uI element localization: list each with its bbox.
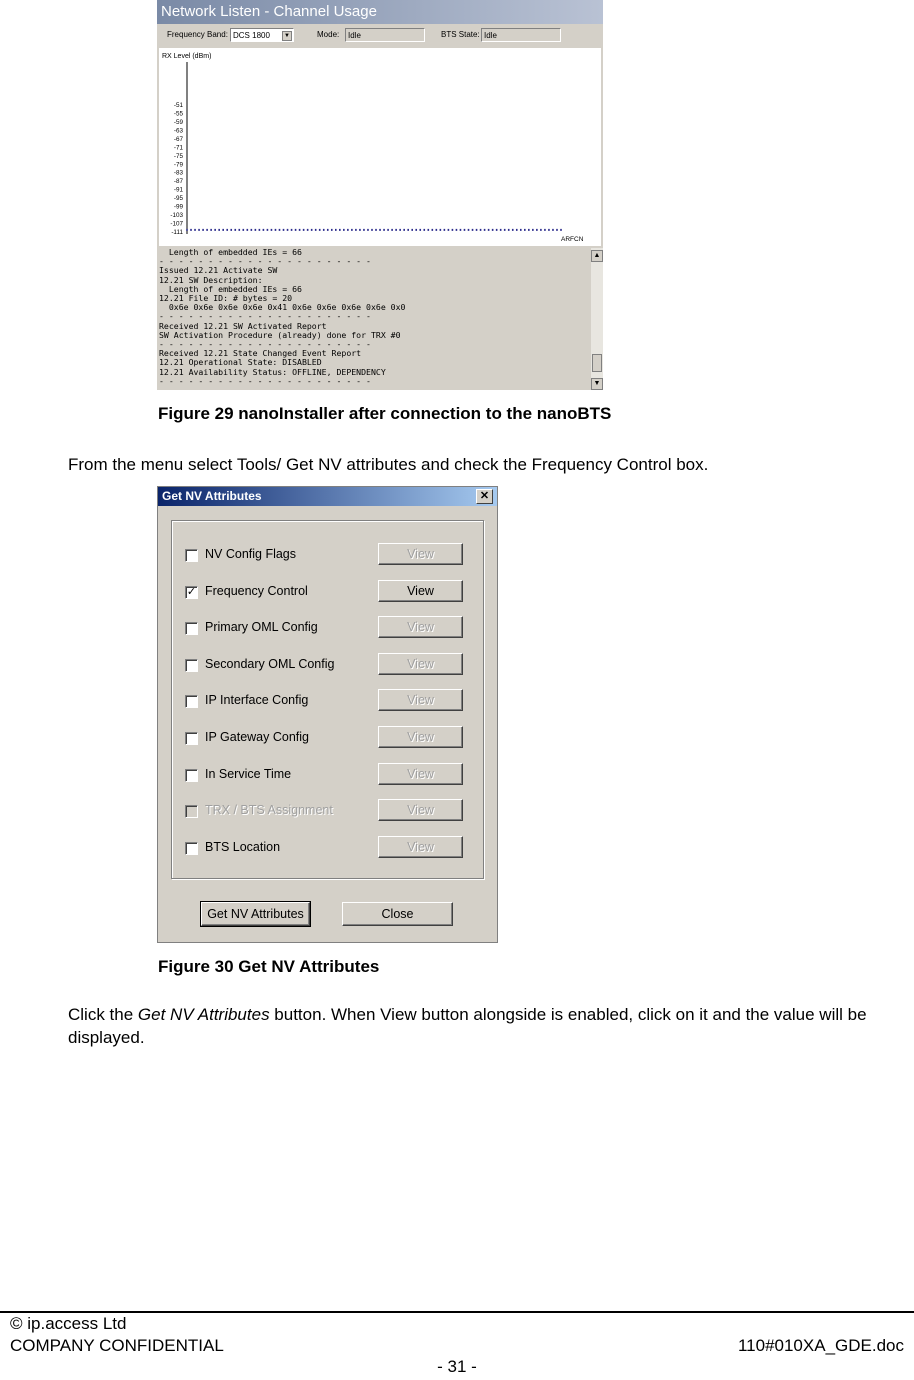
view-button[interactable]: View bbox=[378, 836, 463, 858]
checkbox[interactable] bbox=[185, 549, 198, 562]
mode-label: Mode: bbox=[317, 30, 340, 39]
data-point bbox=[391, 229, 393, 231]
data-point bbox=[347, 229, 349, 231]
data-point bbox=[556, 229, 558, 231]
data-point bbox=[544, 229, 546, 231]
y-tick-label: -51 bbox=[173, 102, 183, 109]
checkbox-label: TRX / BTS Assignment bbox=[205, 803, 333, 818]
frequency-band-label: Frequency Band: bbox=[167, 30, 228, 39]
log-line: - - - - - - - - - - - - - - - - - - - - - - bbox=[159, 256, 371, 267]
data-point bbox=[315, 229, 317, 231]
checkbox[interactable] bbox=[185, 622, 198, 635]
data-point bbox=[411, 229, 413, 231]
data-point bbox=[283, 229, 285, 231]
y-tick-label: -63 bbox=[173, 127, 183, 135]
data-point bbox=[194, 229, 196, 231]
data-point bbox=[234, 229, 236, 231]
data-point bbox=[423, 229, 425, 231]
data-point bbox=[395, 229, 397, 231]
chevron-down-icon[interactable]: ▼ bbox=[282, 31, 292, 41]
data-point bbox=[548, 229, 550, 231]
scroll-up-button[interactable]: ▲ bbox=[591, 250, 603, 262]
log-line: - - - - - - - - - - - - - - - - - - - - - - bbox=[159, 339, 371, 350]
footer-page-number: - 31 - bbox=[437, 1357, 477, 1376]
frequency-band-value: DCS 1800 bbox=[233, 31, 270, 40]
figure-29-caption: Figure 29 nanoInstaller after connection to the nanoBTS bbox=[158, 404, 612, 423]
checkbox-label: In Service Time bbox=[205, 766, 292, 781]
view-button[interactable]: View bbox=[378, 616, 463, 638]
view-button[interactable]: View bbox=[378, 543, 463, 565]
title-bar bbox=[157, 0, 603, 24]
data-point bbox=[480, 229, 482, 231]
instruction-paragraph-2 bbox=[68, 1003, 883, 1049]
data-point bbox=[460, 229, 462, 231]
bts-state-value: Idle bbox=[484, 31, 497, 40]
data-point bbox=[456, 229, 458, 231]
log-line: 12.21 Operational State: DISABLED bbox=[159, 357, 322, 368]
instruction-paragraph-1: From the menu select Tools/ Get NV attributes and check the Frequency Control box. bbox=[68, 455, 709, 474]
data-point bbox=[488, 229, 490, 231]
data-point bbox=[230, 229, 232, 231]
data-point bbox=[186, 229, 188, 231]
data-point bbox=[363, 229, 365, 231]
y-tick-label: -67 bbox=[173, 135, 183, 143]
y-tick-label: -55 bbox=[173, 110, 183, 118]
data-point bbox=[355, 229, 357, 231]
close-icon[interactable] bbox=[476, 489, 493, 504]
data-point bbox=[198, 229, 200, 231]
data-point bbox=[468, 229, 470, 231]
data-point bbox=[351, 229, 353, 231]
data-point bbox=[311, 229, 313, 231]
checkbox[interactable] bbox=[185, 732, 198, 745]
data-point bbox=[552, 229, 554, 231]
data-point bbox=[452, 229, 454, 231]
data-point bbox=[419, 229, 421, 231]
checkbox-label: IP Gateway Config bbox=[205, 730, 309, 744]
checkbox[interactable] bbox=[185, 695, 198, 708]
channel-usage-chart bbox=[159, 48, 601, 246]
data-point bbox=[528, 229, 530, 231]
mode-field bbox=[345, 28, 425, 42]
checkbox-label: BTS Location bbox=[205, 839, 281, 854]
data-point bbox=[516, 229, 518, 231]
data-point bbox=[323, 229, 325, 231]
instruction-button-name: Get NV Attributes bbox=[137, 1005, 270, 1024]
log-line: SW Activation Procedure (already) done for TRX #0 bbox=[159, 329, 401, 340]
view-button[interactable]: View bbox=[378, 580, 463, 602]
data-point bbox=[359, 229, 361, 231]
network-listen-window bbox=[157, 0, 603, 390]
log-line: Received 12.21 State Changed Event Report bbox=[159, 348, 362, 359]
data-point bbox=[319, 229, 321, 231]
checkbox[interactable] bbox=[185, 805, 198, 818]
data-point bbox=[335, 229, 337, 231]
data-point bbox=[440, 229, 442, 231]
checkbox[interactable] bbox=[185, 842, 198, 855]
log-line: Issued 12.21 Activate SW bbox=[159, 265, 278, 276]
data-point bbox=[299, 229, 301, 231]
data-point bbox=[484, 229, 486, 231]
y-axis-label: RX Level (dBm) bbox=[162, 53, 212, 60]
data-point bbox=[520, 229, 522, 231]
data-point bbox=[295, 229, 297, 231]
scroll-thumb[interactable] bbox=[592, 354, 602, 372]
checkbox-label: Frequency Control bbox=[205, 583, 308, 598]
instruction-text-end: button. When View button alongside is enabled, click on it and the value will be displayed. bbox=[68, 1005, 867, 1047]
view-button[interactable]: View bbox=[378, 799, 463, 821]
data-point bbox=[202, 229, 204, 231]
data-point bbox=[432, 229, 434, 231]
data-point bbox=[255, 229, 257, 231]
data-point bbox=[540, 229, 542, 231]
data-point bbox=[436, 229, 438, 231]
data-point bbox=[403, 229, 405, 231]
log-scrollbar[interactable] bbox=[591, 248, 603, 390]
checkbox[interactable]: ✓ bbox=[186, 585, 197, 598]
chart-svg bbox=[159, 48, 601, 246]
data-point bbox=[263, 229, 265, 231]
y-tick-label: -75 bbox=[173, 152, 183, 160]
view-button[interactable]: View bbox=[378, 726, 463, 748]
figure-30-caption: Figure 30 Get NV Attributes bbox=[158, 957, 380, 976]
x-axis-label: ARFCN bbox=[561, 236, 584, 243]
data-point bbox=[371, 229, 373, 231]
data-point bbox=[206, 229, 208, 231]
window-title: Network Listen - Channel Usage bbox=[161, 3, 377, 20]
footer-confidential: COMPANY CONFIDENTIAL bbox=[10, 1336, 224, 1355]
data-point bbox=[275, 229, 277, 231]
data-point bbox=[512, 229, 514, 231]
data-point bbox=[427, 229, 429, 231]
close-glyph: ✕ bbox=[479, 490, 490, 502]
data-point bbox=[238, 229, 240, 231]
y-tick-label: -95 bbox=[173, 195, 183, 203]
get-nv-attributes-button[interactable]: Get NV Attributes bbox=[201, 902, 310, 926]
log-line: 12.21 Availability Status: OFFLINE, DEPENDENCY bbox=[159, 366, 386, 377]
data-point bbox=[222, 229, 224, 231]
data-point bbox=[472, 229, 474, 231]
scroll-down-button[interactable]: ▼ bbox=[591, 378, 603, 390]
dialog-title: Get NV Attributes bbox=[162, 489, 262, 503]
log-line: 12.21 SW Description: bbox=[159, 274, 263, 285]
log-line: 0x6e 0x6e 0x6e 0x6e 0x41 0x6e 0x6e 0x6e 0x6e 0x0 bbox=[159, 302, 406, 313]
data-point bbox=[532, 229, 534, 231]
view-button[interactable]: View bbox=[378, 689, 463, 711]
data-point bbox=[307, 229, 309, 231]
log-line: Length of embedded IEs = 66 bbox=[159, 283, 302, 294]
data-point bbox=[500, 229, 502, 231]
data-point bbox=[407, 229, 409, 231]
footer-doc-id: 110#010XA_GDE.doc bbox=[737, 1336, 904, 1355]
y-tick-label: -99 bbox=[173, 203, 183, 211]
data-point bbox=[190, 229, 192, 231]
data-point bbox=[492, 229, 494, 231]
y-tick-label: -91 bbox=[173, 186, 183, 194]
bts-state-field bbox=[481, 28, 561, 42]
footer-rule bbox=[0, 1311, 914, 1313]
instruction-text-start: Click the bbox=[68, 1005, 138, 1024]
data-point bbox=[524, 229, 526, 231]
data-point bbox=[279, 229, 281, 231]
y-tick-label: -111 bbox=[171, 229, 183, 236]
checkbox-label: IP Interface Config bbox=[205, 693, 309, 708]
log-line: 12.21 File ID: # bytes = 20 bbox=[159, 293, 293, 304]
data-point bbox=[271, 229, 273, 231]
data-point bbox=[444, 229, 446, 231]
y-tick-label: -83 bbox=[173, 169, 183, 177]
data-point bbox=[536, 229, 538, 231]
checkbox-label: Secondary OML Config bbox=[205, 656, 335, 671]
log-line: - - - - - - - - - - - - - - - - - - - - - - bbox=[159, 311, 371, 322]
data-point bbox=[267, 229, 269, 231]
data-point bbox=[226, 229, 228, 231]
mode-value: Idle bbox=[348, 31, 361, 40]
frequency-band-select[interactable] bbox=[230, 28, 294, 42]
y-tick-label: -79 bbox=[173, 161, 183, 169]
data-point bbox=[327, 229, 329, 231]
data-point bbox=[218, 229, 220, 231]
checkbox[interactable] bbox=[185, 769, 198, 782]
data-point bbox=[367, 229, 369, 231]
data-point bbox=[464, 229, 466, 231]
data-point bbox=[448, 229, 450, 231]
y-tick-label: -103 bbox=[170, 212, 183, 220]
log-line: Length of embedded IEs = 66 bbox=[159, 247, 302, 257]
data-point bbox=[387, 229, 389, 231]
data-point bbox=[251, 229, 253, 231]
checkbox-label: Primary OML Config bbox=[205, 620, 318, 635]
data-point bbox=[210, 229, 212, 231]
data-point bbox=[331, 229, 333, 231]
data-point bbox=[508, 229, 510, 231]
data-point bbox=[383, 229, 385, 231]
footer-copyright: © ip.access Ltd bbox=[10, 1314, 127, 1333]
data-point bbox=[560, 229, 562, 231]
data-point bbox=[303, 229, 305, 231]
data-point bbox=[375, 229, 377, 231]
view-button[interactable]: View bbox=[378, 763, 463, 785]
data-point bbox=[259, 229, 261, 231]
data-point bbox=[287, 229, 289, 231]
data-point bbox=[243, 229, 245, 231]
data-point bbox=[415, 229, 417, 231]
data-point bbox=[504, 229, 506, 231]
view-button[interactable]: View bbox=[378, 653, 463, 675]
data-point bbox=[247, 229, 249, 231]
y-tick-label: -107 bbox=[170, 220, 183, 228]
data-point bbox=[214, 229, 216, 231]
y-tick-label: -71 bbox=[173, 144, 183, 152]
log-line: Received 12.21 SW Activated Report bbox=[159, 320, 327, 331]
data-point bbox=[343, 229, 345, 231]
data-point bbox=[399, 229, 401, 231]
bts-state-label: BTS State: bbox=[441, 30, 480, 39]
data-point bbox=[476, 229, 478, 231]
data-point bbox=[379, 229, 381, 231]
get-nv-attributes-dialog bbox=[157, 486, 498, 943]
data-point bbox=[496, 229, 498, 231]
event-log bbox=[159, 248, 591, 390]
dialog-title-bar bbox=[158, 487, 497, 506]
checkbox-label: NV Config Flags bbox=[205, 547, 297, 561]
y-tick-label: -87 bbox=[173, 178, 183, 186]
y-tick-label: -59 bbox=[173, 118, 183, 126]
data-point bbox=[291, 229, 293, 231]
data-point bbox=[339, 229, 341, 231]
checkbox[interactable] bbox=[185, 659, 198, 672]
log-line: - - - - - - - - - - - - - - - - - - - - - - bbox=[159, 375, 371, 386]
close-button[interactable]: Close bbox=[342, 902, 453, 926]
